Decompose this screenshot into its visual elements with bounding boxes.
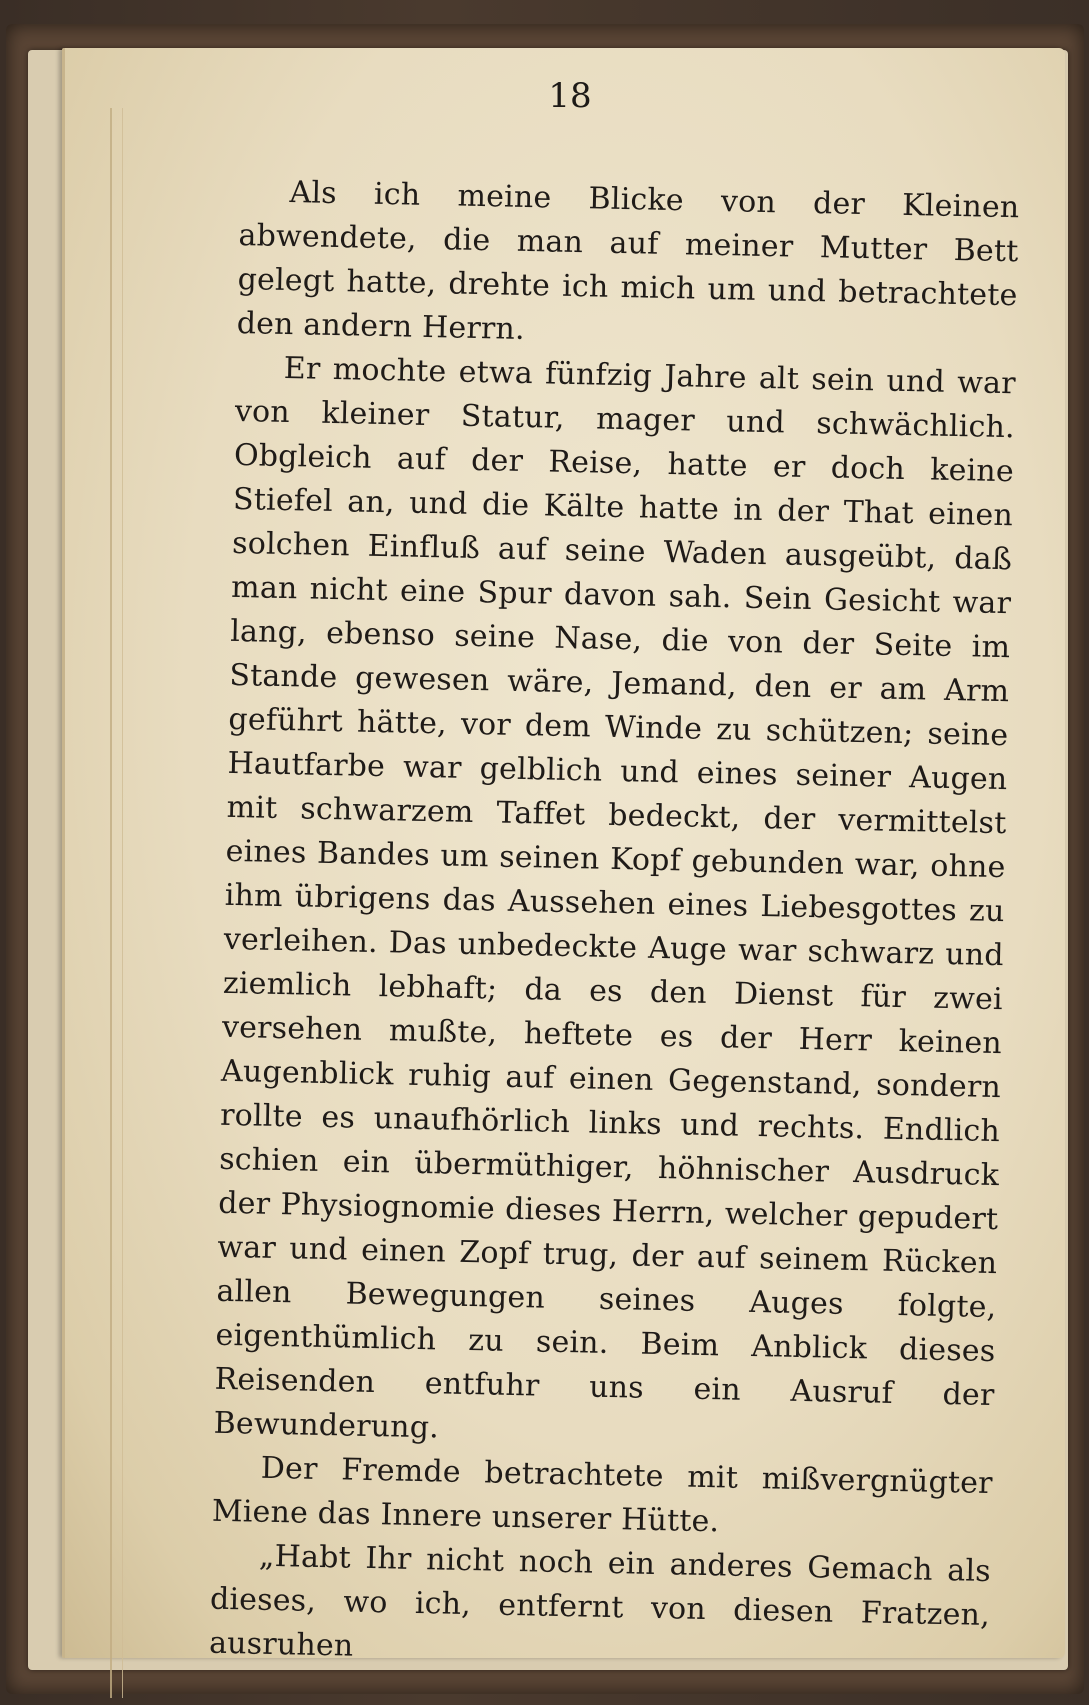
paragraph-2: Er mochte etwa fünfzig Jahre alt sein und war von kleiner Statur, mager und schwächlich. Obgleich auf der Reise, hatte er doch keine Stiefel an, und die Kälte hatte in der That einen solchen Einfluß auf seine Waden ausgeübt, daß man nicht eine Spur davon sah. Sein Gesicht war lang, ebenso seine Nase, die von der Seite im Stande gewesen wäre, Jemand, den er am Arm geführt hätte, vor dem Winde zu schützen; seine Hautfarbe war gelblich und eines seiner Augen mit schwarzem Taffet bedeckt, der vermittelst eines Bandes um seinen Kopf gebunden war, ohne ihm übrigens das Aussehen eines Liebesgottes zu verleihen. Das unbedeckte Auge war schwarz und ziemlich lebhaft; da es den Dienst für zwei versehen mußte, heftete es der Herr keinen Augenblick ruhig auf einen Gegenstand, sondern rollte es unaufhörlich links und rechts. Endlich schien ein übermüthiger, höhnischer Ausdruck der Physiognomie dieses Herrn, welcher gepudert war und einen Zopf trug, der auf seinem Rücken allen Bewegungen seines Auges folgte, eigenthümlich zu sein. Beim Anblick dieses Reisenden entfuhr uns ein Ausruf der Bewunderung. bbox=[213, 350, 1017, 1446]
page-number: 18 bbox=[548, 76, 592, 116]
paragraph-4: „Habt Ihr nicht noch ein anderes Gemach als dieses, wo ich, entfernt von diesen Fratzen, ausruhen bbox=[208, 1538, 992, 1664]
paragraph-3: Der Fremde betrachtete mit mißvergnügter Miene das Innere unserer Hütte. bbox=[211, 1450, 994, 1540]
page-text bbox=[209, 170, 1020, 1682]
paragraph-1: Als ich meine Blicke von der Kleinen abwendete, die man auf meiner Mutter Bett gelegt hatte, drehte ich mich um und betrachtete den andern Herrn. bbox=[236, 175, 1020, 347]
page-gutter-line bbox=[110, 108, 123, 1698]
